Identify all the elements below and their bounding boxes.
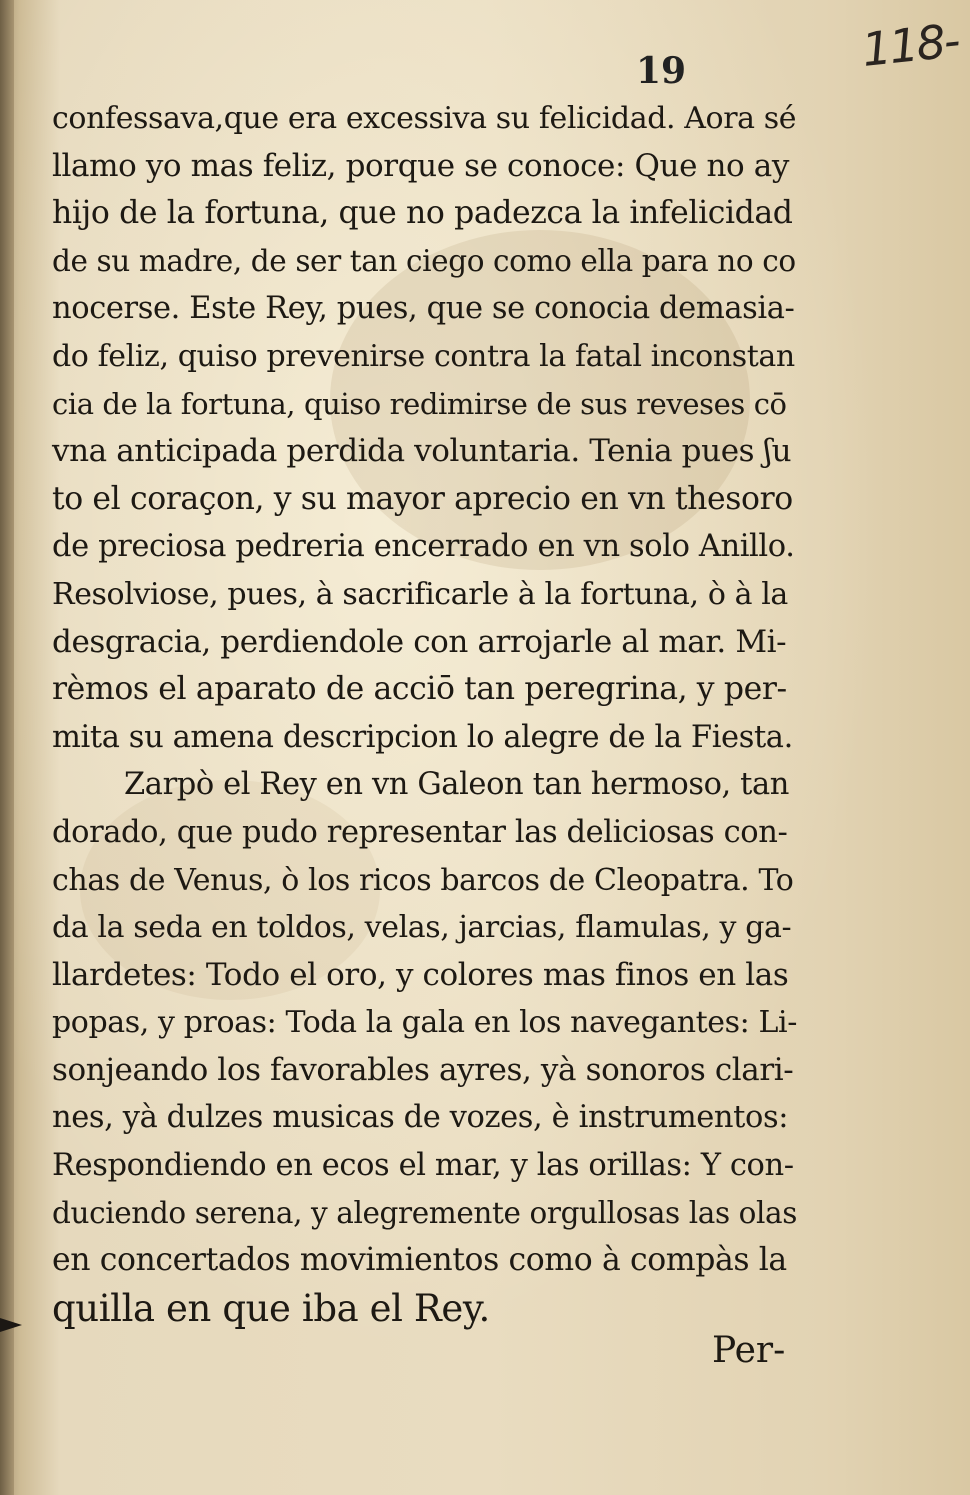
text-line: llamo yo mas feliz, porque se conoce: Que no ay [52, 147, 789, 184]
text-line: Resolviose, pues, à sacrificarle à la fortuna, ò à la [52, 576, 788, 612]
text-line: duciendo serena, y alegremente orgullosas las olas [52, 1195, 797, 1230]
page-number: 19 [636, 50, 687, 92]
text-line: de preciosa pedreria encerrado en vn solo Anillo. [52, 529, 795, 565]
text-line: desgracia, perdiendole con arrojarle al mar. Mi- [52, 623, 787, 660]
text-line: popas, y proas: Toda la gala en los navegantes: Li- [52, 1005, 797, 1041]
binding-edge [0, 0, 14, 1495]
text-line: vna anticipada perdida voluntaria. Tenia pues ʃu [52, 433, 792, 470]
text-line: do feliz, quiso prevenirse contra la fatal inconstan [52, 338, 795, 374]
text-line: confessava,que era excessiva su felicidad. Aora sé [52, 101, 797, 136]
manuscript-folio-number: 118- [859, 13, 961, 77]
text-line: Respondiendo en ecos el mar, y las orillas: Y con- [52, 1148, 794, 1184]
text-line: sonjeando los favorables ayres, yà sonoros clari- [52, 1051, 794, 1088]
text-line: nes, yà dulzes musicas de vozes, è instrumentos: [52, 1100, 789, 1136]
text-line: da la seda en toldos, velas, jarcias, flamulas, y ga- [52, 910, 792, 946]
text-line: nocerse. Este Rey, pues, que se conocia demasia- [52, 291, 795, 327]
page-tab-marker [0, 1318, 22, 1332]
text-line: de su madre, de ser tan ciego como ella para no co [52, 243, 796, 278]
text-line: hijo de la fortuna, que no padezca la infelicidad [52, 195, 793, 232]
text-line: dorado, que pudo representar las deliciosas con- [52, 814, 788, 850]
text-line: rèmos el aparato de acciō tan peregrina, y per- [52, 671, 787, 708]
show-through-text [840, 280, 970, 1180]
text-line: en concertados movimientos como à compàs la [52, 1242, 787, 1279]
text-line: Zarpò el Rey en vn Galeon tan hermoso, tan [124, 767, 790, 803]
body-text [52, 95, 797, 1332]
text-line: mita su amena descripcion lo alegre de la Fiesta. [52, 719, 793, 755]
text-line: cia de la fortuna, quiso redimirse de sus reveses cō [52, 386, 787, 421]
catchword: Per- [712, 1330, 786, 1371]
text-line: to el coraçon, y su mayor aprecio en vn thesoro [52, 480, 793, 517]
text-line: quilla en que iba el Rey. [52, 1286, 490, 1330]
text-line: chas de Venus, ò los ricos barcos de Cleopatra. To [52, 862, 794, 898]
text-line: llardetes: Todo el oro, y colores mas finos en las [52, 956, 789, 993]
